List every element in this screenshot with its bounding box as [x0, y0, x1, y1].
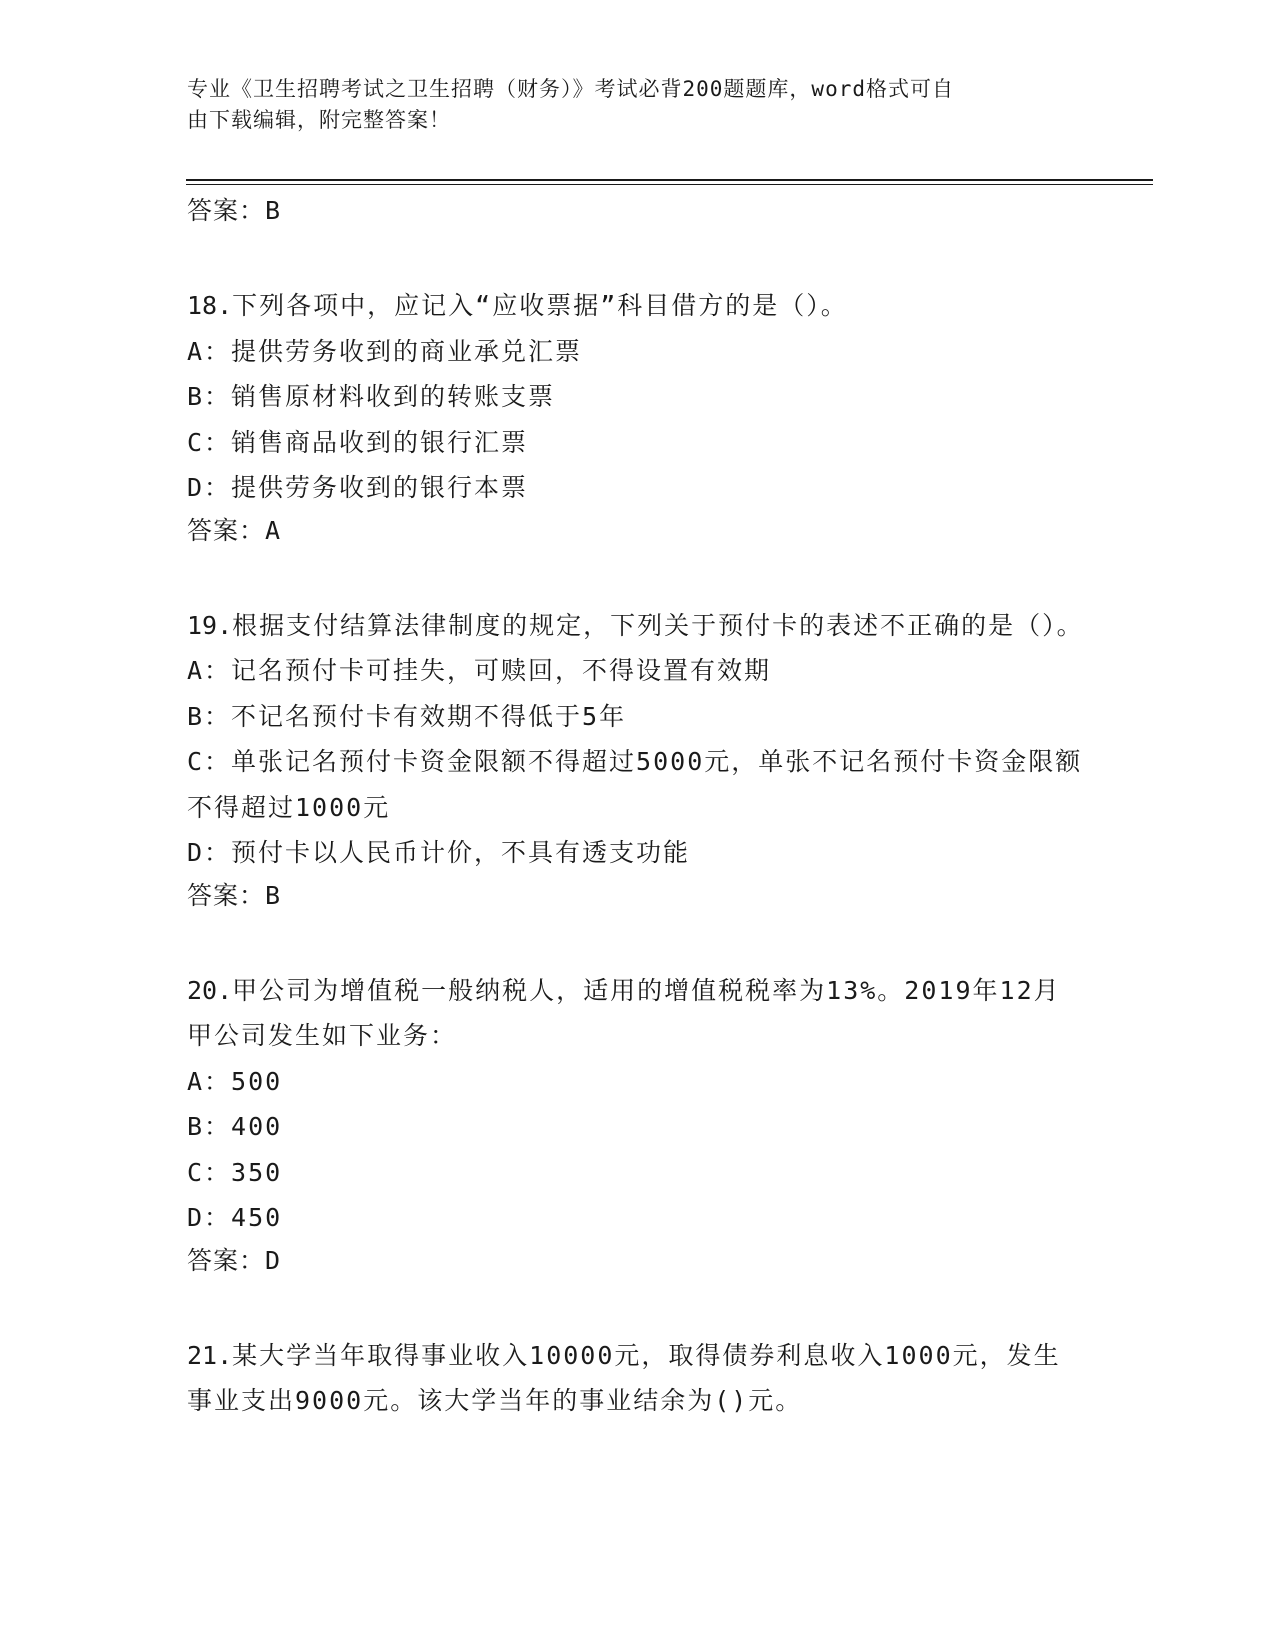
option-c: C：单张记名预付卡资金限额不得超过5000元，单张不记名预付卡资金限额不得超过1000元: [187, 747, 1083, 822]
document-header: [187, 74, 1067, 136]
option-a: A：记名预付卡可挂失，可赎回，不得设置有效期: [187, 656, 772, 685]
option-a: A：提供劳务收到的商业承兑汇票: [187, 336, 583, 366]
question-20: [187, 968, 1087, 1241]
option-d: D：预付卡以人民币计价，不具有透支功能: [187, 838, 691, 867]
option-c: C：350: [187, 1157, 283, 1187]
answer-q20: 答案：D: [187, 1245, 282, 1275]
question-text: 某大学当年取得事业收入10000元，取得债券利息收入1000元，发生事业支出9000元。该大学当年的事业结余为()元。: [187, 1340, 1061, 1415]
answer-q18: 答案：A: [187, 515, 282, 545]
question-number: 20.: [187, 975, 233, 1005]
question-number: 19.: [187, 610, 233, 640]
option-b: B：不记名预付卡有效期不得低于5年: [187, 701, 627, 731]
question-number: 18.: [187, 291, 233, 320]
option-c: C：销售商品收到的银行汇票: [187, 427, 529, 457]
option-d: D：提供劳务收到的银行本票: [187, 473, 529, 502]
header-divider-thick: [186, 179, 1153, 181]
question-list: [187, 191, 1087, 1424]
question-number: 21.: [187, 1340, 233, 1370]
question-text: 根据支付结算法律制度的规定，下列关于预付卡的表述不正确的是（）。: [232, 610, 1084, 640]
option-b: B：销售原材料收到的转账支票: [187, 382, 556, 411]
header-line-2: 由下载编辑，附完整答案！: [187, 108, 451, 132]
question-stem: [187, 283, 1087, 329]
option-a: A：500: [187, 1066, 283, 1096]
answer-q17: 答案：B: [187, 196, 282, 225]
answer-q19: 答案：B: [187, 880, 282, 910]
header-line-1: 专业《卫生招聘考试之卫生招聘（财务）》考试必背200题题库，word格式可自: [187, 77, 954, 101]
header-divider-thin: [186, 184, 1153, 185]
option-b: B：400: [187, 1112, 283, 1141]
question-text: 下列各项中，应记入“应收票据”科目借方的是（）。: [232, 291, 848, 320]
question-19: [187, 603, 1087, 876]
question-stem: [187, 968, 1087, 1059]
question-21: [187, 1333, 1087, 1424]
question-stem: [187, 603, 1087, 649]
question-text: 甲公司为增值税一般纳税人，适用的增值税税率为13%。2019年12月甲公司发生如下业务：: [187, 975, 1061, 1050]
question-stem: [187, 1333, 1087, 1424]
option-d: D：450: [187, 1203, 283, 1232]
question-18: [187, 283, 1087, 511]
